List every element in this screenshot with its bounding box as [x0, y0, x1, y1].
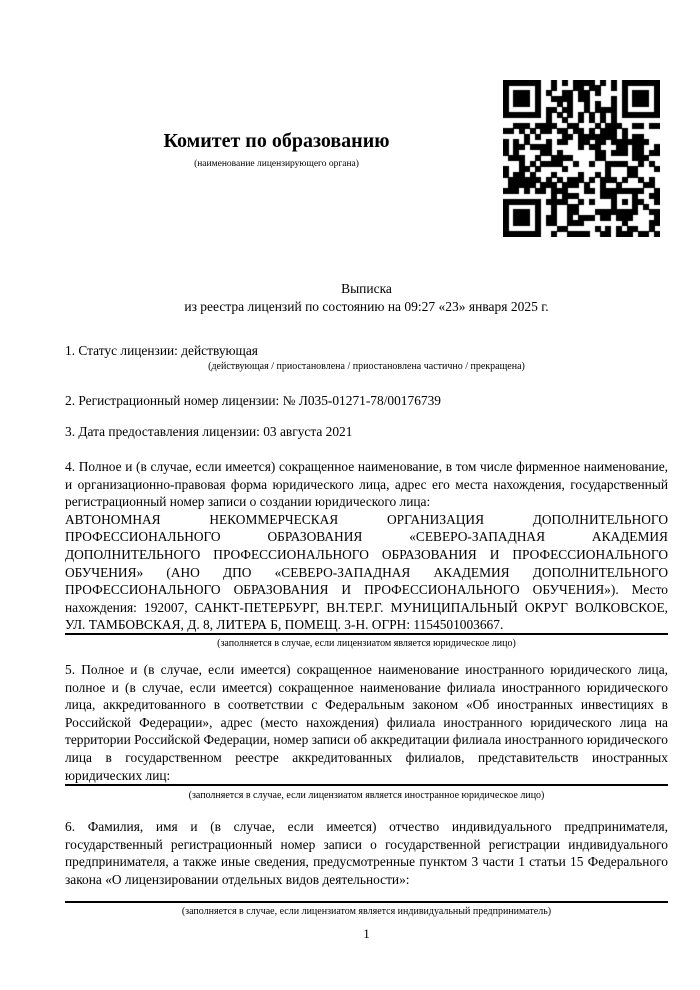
item-4-text: 4. Полное и (в случае, если имеется) сокращенное наименование, в том числе фирменное наименование, и организационно-правовая форма юридического лица, адрес его места нахождения, государственный регистрационный номер записи о создании юридического лица:: [65, 459, 668, 510]
document-title-line2: из реестра лицензий по состоянию на 09:27 «23» января 2025 г.: [184, 299, 549, 314]
divider-item-5: [65, 784, 668, 786]
item-2-registration-number: 2. Регистрационный номер лицензии: № Л035-01271-78/00176739: [65, 393, 441, 408]
divider-item-4: [65, 633, 668, 635]
licensing-authority-caption: (наименование лицензирующего органа): [194, 159, 359, 169]
item-4-legal-entity: [65, 458, 668, 634]
item-5-foreign-entity: 5. Полное и (в случае, если имеется) сокращенное наименование иностранного юридического лица, полное и (в случае, если имеется) сокращенное наименование филиала иностранного юридического лица, аккредитованного в соответствии с Федеральным законом «Об иностранных инвестициях в Российской Федерации», адрес (место нахождения) филиала иностранного юридического лица на территории Российской Федерации, номер записи об аккредитации филиала иностранного юридического лица в государственном реестре аккредитованных филиалов, представительств иностранных юридических лиц:: [65, 662, 668, 783]
item-6-individual-entrepreneur: 6. Фамилия, имя и (в случае, если имеется) отчество индивидуального предпринимателя, государственный регистрационный номер записи о государственной регистрации индивидуального предпринимателя, а также иные сведения, предусмотренные пунктом 3 части 1 статьи 15 Федерального закона «О лицензировании отдельных видов деятельности»:: [65, 819, 668, 887]
item-1-license-status: 1. Статус лицензии: действующая: [65, 343, 258, 358]
divider-item-6: [65, 901, 668, 903]
document-title-line1: Выписка: [341, 281, 392, 296]
item-5-caption: (заполняется в случае, если лицензиатом является иностранное юридическое лицо): [188, 790, 545, 801]
item-6-caption: (заполняется в случае, если лицензиатом является индивидуальный предприниматель): [181, 906, 552, 917]
page-number: 1: [363, 926, 370, 941]
item-4-caption: (заполняется в случае, если лицензиатом является юридическое лицо): [217, 638, 516, 649]
issuer-header: [0, 130, 553, 170]
item-3-grant-date: 3. Дата предоставления лицензии: 03 августа 2021: [65, 424, 353, 439]
document-title: [65, 280, 668, 316]
item-1-caption: (действующая / приостановлена / приостановлена частично / прекращена): [208, 361, 525, 372]
qr-code-icon: [503, 80, 660, 237]
item-4-value: АВТОНОМНАЯ НЕКОММЕРЧЕСКАЯ ОРГАНИЗАЦИЯ ДОПОЛНИТЕЛЬНОГО ПРОФЕССИОНАЛЬНОГО ОБРАЗОВАНИЯ «СЕВЕРО-ЗАПАДНАЯ АКАДЕМИЯ ДОПОЛНИТЕЛЬНОГО ПРОФЕССИОНАЛЬНОГО ОБРАЗОВАНИЯ И ПРОФЕССИОНАЛЬНОГО ОБУЧЕНИЯ» (АНО ДПО «СЕВЕРО-ЗАПАДНАЯ АКАДЕМИЯ ДОПОЛНИТЕЛЬНОГО ПРОФЕССИОНАЛЬНОГО ОБРАЗОВАНИЯ И ПРОФЕССИОНАЛЬНОГО ОБУЧЕНИЯ»). Место нахождения: 192007, САНКТ-ПЕТЕРБУРГ, ВН.ТЕР.Г. МУНИЦИПАЛЬНЫЙ ОКРУГ ВОЛКОВСКОЕ, УЛ. ТАМБОВСКАЯ, Д. 8, ЛИТЕРА Б, ПОМЕЩ. 3-Н. ОГРН: 1154501003667.: [65, 511, 668, 633]
licensing-authority-name: Комитет по образованию: [163, 130, 390, 152]
